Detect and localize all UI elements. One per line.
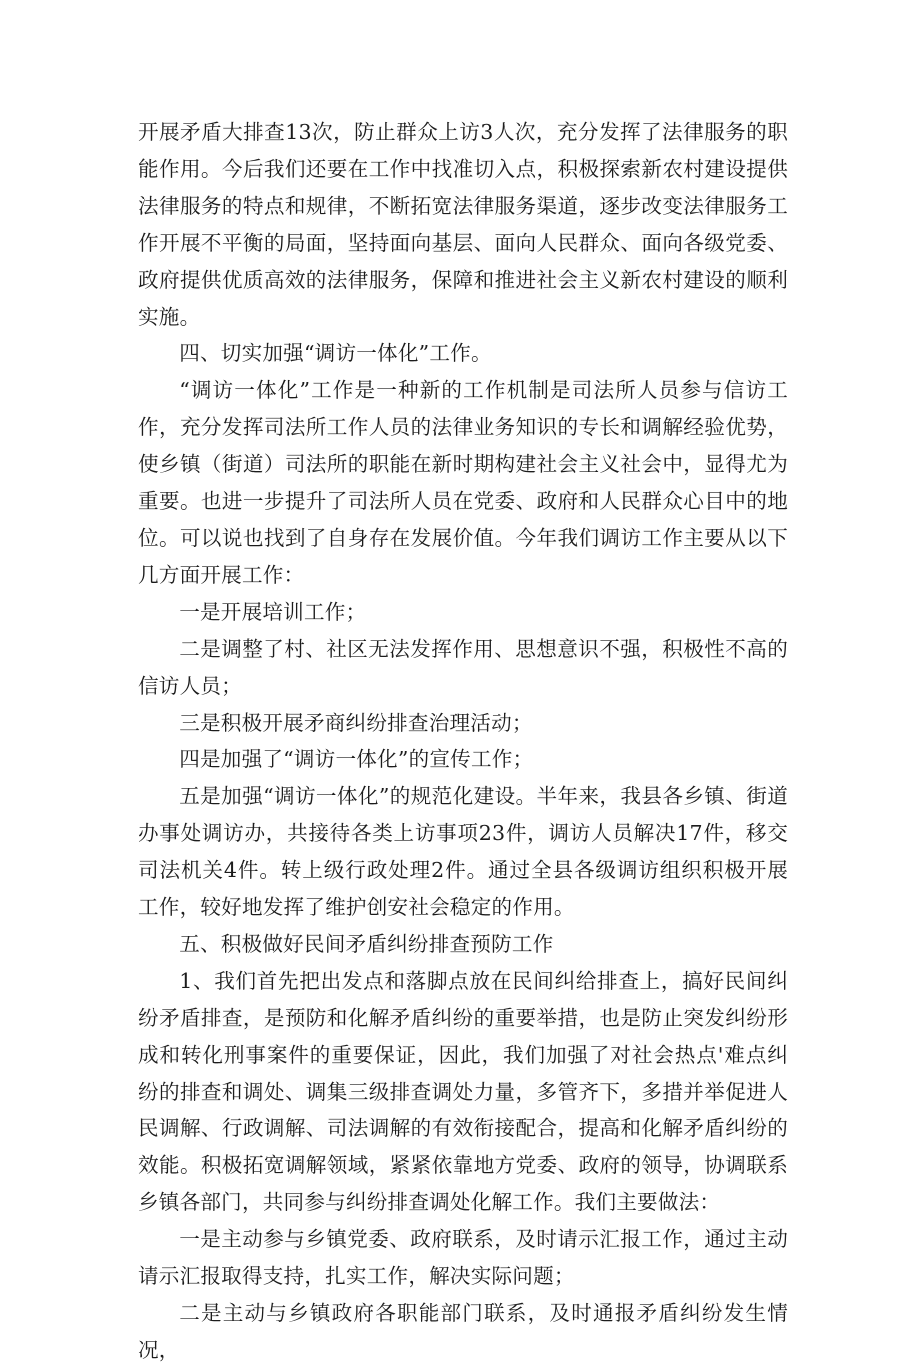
list-item-publicity: 四是加强了“调访一体化”的宣传工作； xyxy=(179,747,534,772)
paragraph-legal-service-summary: 开展矛盾大排查13次，防止群众上访3人次，充分发挥了法律服务的职能作用。今后我们还要在工作中找准切入点，积极探索新农村建设提供法律服务的特点和规律，不断拓宽法律服务渠道，逐步改变法律服务工作开展不平衡的局面，坚持面向基层、面向人民群众、面向各级党委、政府提供优质高效的法律服务，保障和推进社会主义新农村建设的顺利实施。 xyxy=(138,120,788,329)
paragraph-dispute-prevention: 1、我们首先把出发点和落脚点放在民间纠给排查上，搞好民间纠纷矛盾排查，是预防和化解矛盾纠纷的重要举措，也是防止突发纠纷形成和转化刑事案件的重要保证，因此，我们加强了对社会热点'难点纠纷的排查和调处、调集三级排查调处力量，多管齐下，多措并举促进人民调解、行政调解、司法调解的有效衔接配合，提高和化解矛盾纠纷的效能。积极拓宽调解领域，紧紧依靠地方党委、政府的领导，协调联系乡镇各部门，共同参与纠纷排查调处化解工作。我们主要做法： xyxy=(138,968,788,1215)
list-item-standardization: 五是加强“调访一体化”的规范化建设。半年来，我县各乡镇、街道办事处调访办，共接待各类上访事项23件，调访人员解决17件，移交司法机关4件。转上级行政处理2件。通过全县各级调访组织积极开展工作，较好地发挥了维护创安社会稳定的作用。 xyxy=(138,784,788,920)
list-item-dispute-screening: 三是积极开展矛商纠纷排查治理活动； xyxy=(179,710,533,735)
document-body xyxy=(138,114,788,1369)
list-item-training: 一是开展培训工作； xyxy=(179,599,367,624)
list-item-party-liaison: 一是主动参与乡镇党委、政府联系，及时请示汇报工作，通过主动请示汇报取得支持，扎实工作，解决实际问题； xyxy=(138,1227,788,1289)
section-heading-five: 五、积极做好民间矛盾纠纷排查预防工作 xyxy=(179,931,554,956)
paragraph-integration-mechanism: “调访一体化”工作是一种新的工作机制是司法所人员参与信访工作，充分发挥司法所工作人员的法律业务知识的专长和调解经验优势，使乡镇（街道）司法所的职能在新时期构建社会主义社会中，显得尤为重要。也进一步提升了司法所人员在党委、政府和人民群众心目中的地位。可以说也找到了自身存在发展价值。今年我们调访工作主要从以下几方面开展工作： xyxy=(138,378,788,587)
list-item-department-liaison: 二是主动与乡镇政府各职能部门联系，及时通报矛盾纠纷发生情况， xyxy=(138,1301,788,1362)
list-item-adjust-personnel: 二是调整了村、社区无法发挥作用、思想意识不强，积极性不高的信访人员； xyxy=(138,636,788,698)
section-heading-four: 四、切实加强“调访一体化”工作。 xyxy=(179,341,492,366)
